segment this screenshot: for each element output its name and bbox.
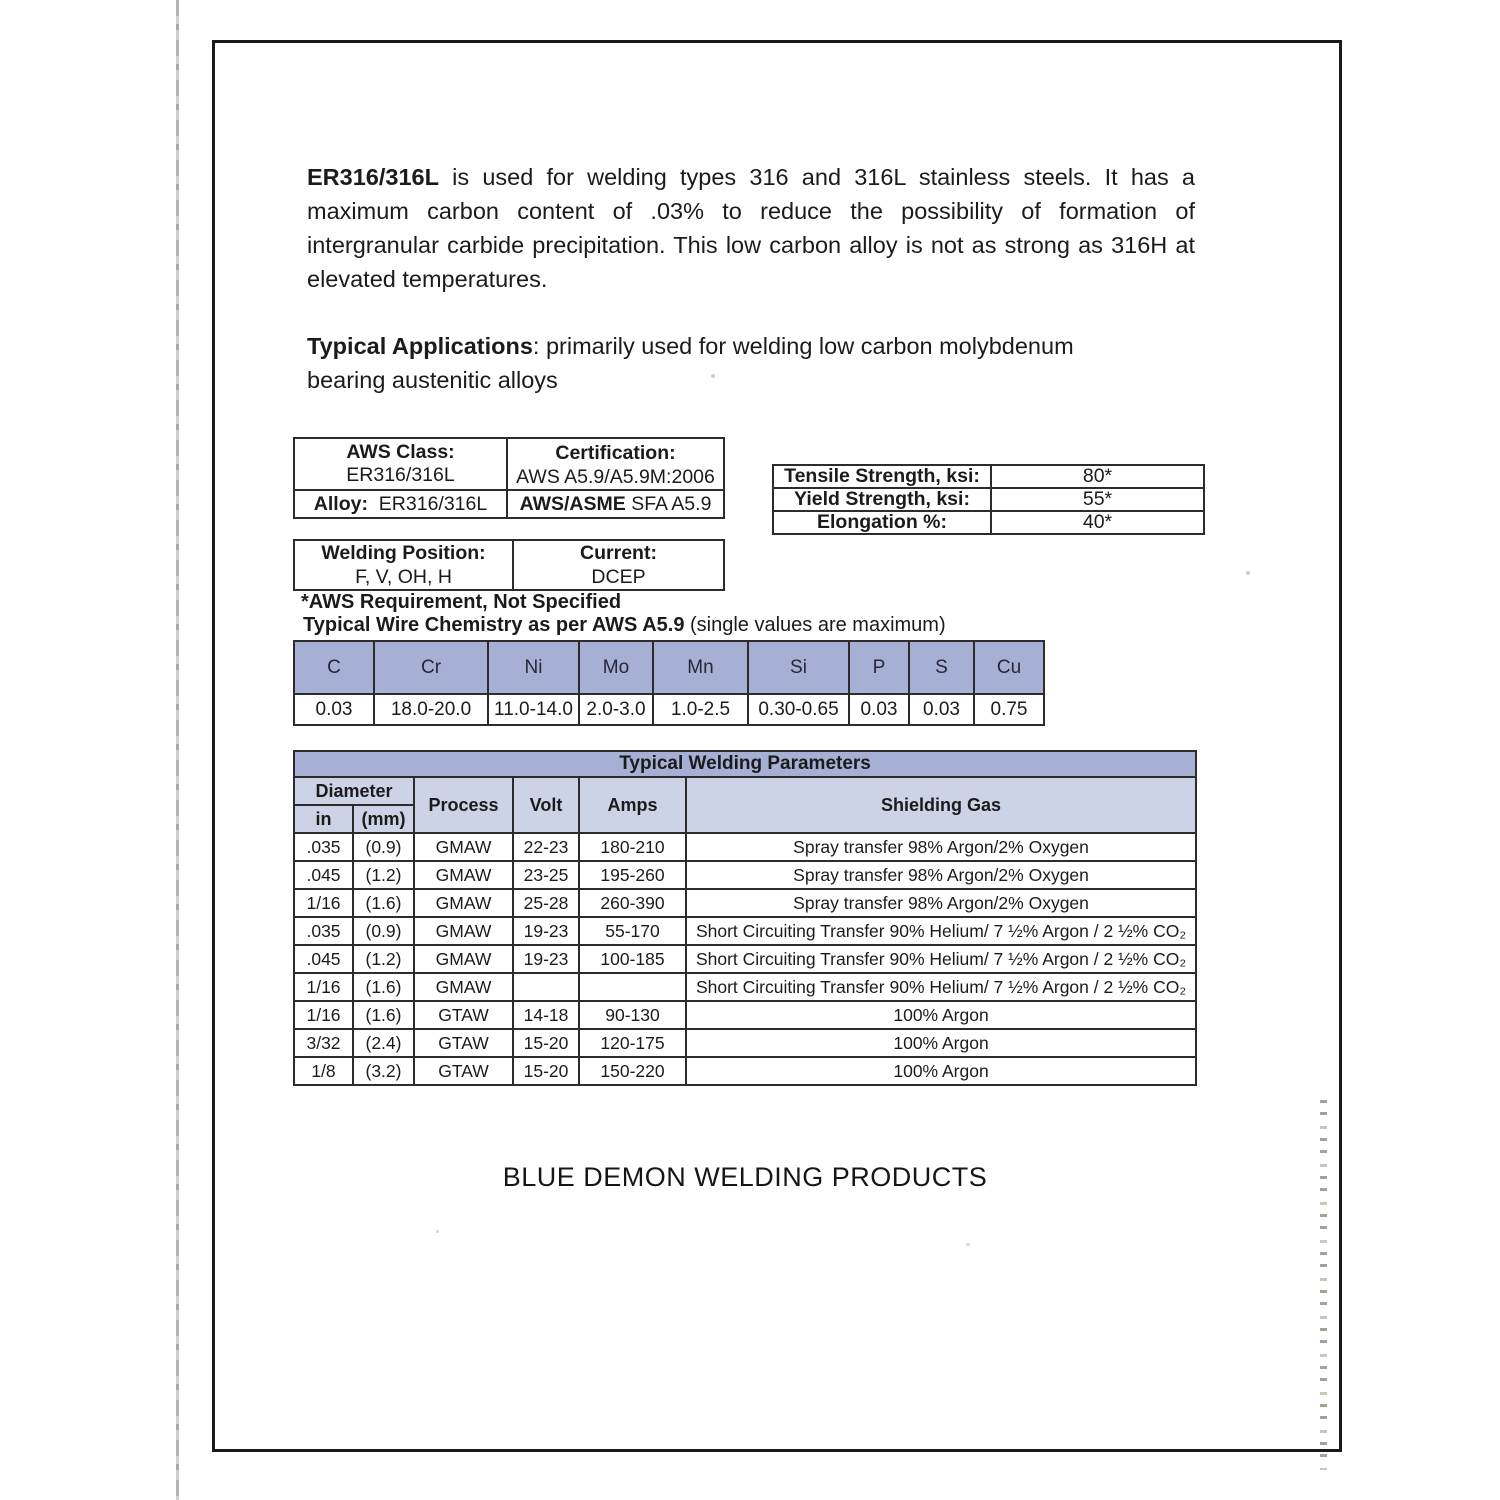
cell-gas: Spray transfer 98% Argon/2% Oxygen (686, 861, 1196, 889)
chem-header: Ni (488, 641, 579, 694)
aws-requirement-note: *AWS Requirement, Not Specified (301, 591, 622, 613)
cell-amps: 100-185 (579, 945, 686, 973)
cell-in: .035 (294, 917, 353, 945)
certification-value: AWS A5.9/A5.9M:2006 (516, 466, 715, 488)
chem-value: 0.30-0.65 (748, 694, 849, 725)
table-row (294, 889, 1196, 917)
certification-label: Certification: (555, 442, 676, 464)
col-header-amps: Amps (579, 777, 686, 833)
cell-process: GTAW (414, 1001, 513, 1029)
welding-position-label: Welding Position: (321, 542, 486, 564)
cell-in: 1/8 (294, 1057, 353, 1085)
current-value: DCEP (591, 566, 646, 588)
chemistry-title (303, 614, 946, 637)
tensile-strength-label: Tensile Strength, ksi: (773, 465, 991, 488)
elongation-label: Elongation %: (773, 511, 991, 534)
alloy-label: Alloy: (313, 492, 368, 515)
aws-class-label: AWS Class: (346, 441, 455, 463)
cell-mm: (0.9) (353, 833, 414, 861)
table-row (294, 973, 1196, 1001)
cell-volt: 19-23 (513, 917, 579, 945)
awsasme-label: AWS/ASME (519, 492, 626, 515)
cell-amps: 55-170 (579, 917, 686, 945)
scan-speck (966, 1243, 970, 1246)
cell-gas: Spray transfer 98% Argon/2% Oxygen (686, 889, 1196, 917)
cell-process: GMAW (414, 945, 513, 973)
chem-header: Mo (579, 641, 653, 694)
cell-volt: 22-23 (513, 833, 579, 861)
table-row (294, 917, 1196, 945)
cell-in: 1/16 (294, 1001, 353, 1029)
alloy-cell (294, 490, 507, 518)
chem-value: 0.03 (849, 694, 909, 725)
table-row (294, 945, 1196, 973)
scan-artifact-dashes (1320, 1100, 1327, 1470)
scan-fold-line (176, 0, 179, 1500)
product-name: ER316/316L (307, 164, 439, 190)
col-header-in: in (294, 805, 353, 833)
cell-mm: (1.6) (353, 889, 414, 917)
wire-chemistry-table (293, 640, 1045, 726)
welding-parameters-table (293, 750, 1197, 1086)
table-row (294, 861, 1196, 889)
cell-gas: 100% Argon (686, 1001, 1196, 1029)
col-header-shielding-gas: Shielding Gas (686, 777, 1196, 833)
cell-amps (579, 973, 686, 1001)
parameters-header-row (294, 777, 1196, 805)
chem-value: 2.0-3.0 (579, 694, 653, 725)
cell-volt: 15-20 (513, 1029, 579, 1057)
scan-speck (1246, 571, 1250, 575)
mechanical-properties-table (772, 464, 1205, 535)
cell-gas: Short Circuiting Transfer 90% Helium/ 7 ½% Argon / 2 ½% CO₂ (686, 917, 1196, 945)
yield-strength-label: Yield Strength, ksi: (773, 488, 991, 511)
cell-volt (513, 973, 579, 1001)
cell-volt: 15-20 (513, 1057, 579, 1085)
cell-process: GMAW (414, 833, 513, 861)
cell-amps: 180-210 (579, 833, 686, 861)
cell-process: GMAW (414, 917, 513, 945)
cell-mm: (3.2) (353, 1057, 414, 1085)
cell-amps: 90-130 (579, 1001, 686, 1029)
cell-in: .045 (294, 945, 353, 973)
chemistry-header-row (294, 641, 1044, 694)
cell-in: .045 (294, 861, 353, 889)
chem-value: 0.03 (909, 694, 974, 725)
chem-header: Si (748, 641, 849, 694)
cell-amps: 260-390 (579, 889, 686, 917)
chemistry-title-normal: (single values are maximum) (684, 614, 946, 636)
yield-strength-value: 55* (991, 488, 1204, 511)
cell-amps: 195-260 (579, 861, 686, 889)
cell-volt: 25-28 (513, 889, 579, 917)
welding-position-value: F, V, OH, H (355, 566, 452, 588)
chem-header: S (909, 641, 974, 694)
footer-brand-text: BLUE DEMON WELDING PRODUCTS (502, 1162, 988, 1192)
chem-value: 1.0-2.5 (653, 694, 748, 725)
applications-paragraph (307, 329, 1149, 397)
applications-label: Typical Applications (307, 333, 533, 359)
cell-gas: 100% Argon (686, 1029, 1196, 1057)
table-row (773, 465, 1204, 488)
intro-text: is used for welding types 316 and 316L stainless steels. It has a maximum carbon content of .03% to reduce the possibility of formation of intergranular carbide precipitation. This low carbon alloy is not as strong as 316H at elevated temperatures. (307, 164, 1195, 292)
cell-mm: (2.4) (353, 1029, 414, 1057)
applications-text: : primarily used for welding low carbon molybdenum bearing austenitic alloys (307, 333, 1074, 393)
cell-in: .035 (294, 833, 353, 861)
cell-gas: 100% Argon (686, 1057, 1196, 1085)
cell-mm: (0.9) (353, 917, 414, 945)
cell-gas: Short Circuiting Transfer 90% Helium/ 7 ½% Argon / 2 ½% CO₂ (686, 973, 1196, 1001)
chemistry-value-row (294, 694, 1044, 725)
aws-class-value: ER316/316L (346, 464, 455, 486)
chem-header: Mn (653, 641, 748, 694)
table-row (773, 488, 1204, 511)
current-cell (513, 540, 724, 590)
chem-value: 0.75 (974, 694, 1044, 725)
cell-volt: 23-25 (513, 861, 579, 889)
intro-paragraph (307, 160, 1195, 296)
welding-position-table (293, 539, 725, 591)
chem-header: Cr (374, 641, 488, 694)
welding-position-cell (294, 540, 513, 590)
elongation-value: 40* (991, 511, 1204, 534)
cell-amps: 150-220 (579, 1057, 686, 1085)
cell-mm: (1.2) (353, 945, 414, 973)
cell-volt: 14-18 (513, 1001, 579, 1029)
cell-gas: Spray transfer 98% Argon/2% Oxygen (686, 833, 1196, 861)
awsasme-cell (507, 490, 724, 518)
alloy-value: ER316/316L (378, 492, 488, 515)
table-row (773, 511, 1204, 534)
col-header-diameter: Diameter (294, 777, 414, 805)
cell-amps: 120-175 (579, 1029, 686, 1057)
chem-value: 11.0-14.0 (488, 694, 579, 725)
cell-volt: 19-23 (513, 945, 579, 973)
aws-class-cell (294, 438, 507, 490)
scan-speck (711, 374, 715, 378)
cell-in: 1/16 (294, 889, 353, 917)
col-header-volt: Volt (513, 777, 579, 833)
cell-gas: Short Circuiting Transfer 90% Helium/ 7 ½% Argon / 2 ½% CO₂ (686, 945, 1196, 973)
awsasme-value: SFA A5.9 (631, 492, 712, 515)
table-row (294, 1001, 1196, 1029)
col-header-process: Process (414, 777, 513, 833)
chem-value: 0.03 (294, 694, 374, 725)
cell-mm: (1.6) (353, 973, 414, 1001)
chemistry-title-bold: Typical Wire Chemistry as per AWS A5.9 (303, 614, 685, 636)
table-row (294, 1057, 1196, 1085)
table-row (294, 833, 1196, 861)
cell-mm: (1.6) (353, 1001, 414, 1029)
certification-cell (507, 438, 724, 490)
classification-table (293, 437, 725, 519)
scan-speck (436, 1230, 439, 1233)
table-row (294, 1029, 1196, 1057)
tensile-strength-value: 80* (991, 465, 1204, 488)
cell-process: GTAW (414, 1029, 513, 1057)
chem-value: 18.0-20.0 (374, 694, 488, 725)
cell-process: GMAW (414, 861, 513, 889)
cell-mm: (1.2) (353, 861, 414, 889)
chem-header: C (294, 641, 374, 694)
cell-process: GTAW (414, 1057, 513, 1085)
parameters-table-title: Typical Welding Parameters (294, 751, 1196, 777)
cell-in: 1/16 (294, 973, 353, 1001)
cell-process: GMAW (414, 889, 513, 917)
chem-header: P (849, 641, 909, 694)
cell-process: GMAW (414, 973, 513, 1001)
current-label: Current: (580, 542, 657, 564)
col-header-mm: (mm) (353, 805, 414, 833)
chem-header: Cu (974, 641, 1044, 694)
cell-in: 3/32 (294, 1029, 353, 1057)
parameters-title-row (294, 751, 1196, 777)
